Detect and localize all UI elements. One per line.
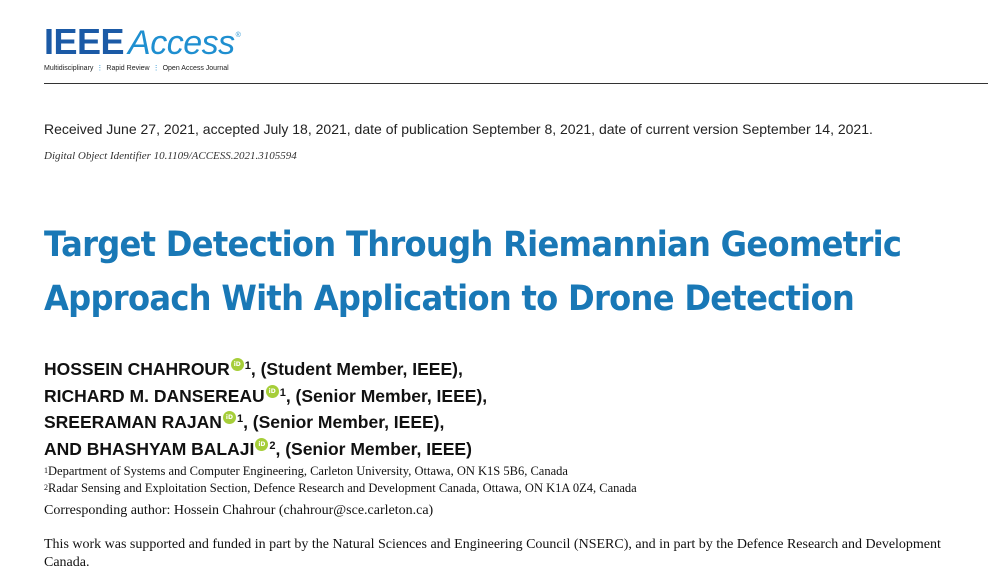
affiliation-number: 2 [44, 483, 48, 492]
author-name: HOSSEIN CHAHROUR [44, 359, 230, 379]
orcid-icon[interactable]: iD [223, 411, 236, 424]
affiliation-number: 1 [44, 466, 48, 475]
author-affiliation-number: 1 [244, 360, 251, 372]
author-name: RICHARD M. DANSEREAU [44, 385, 265, 406]
paper-title [44, 218, 900, 326]
affiliation-item [44, 463, 637, 480]
logo-ieee-text: IEEE [44, 21, 125, 62]
tagline-separator: ⋮ [96, 65, 104, 72]
affiliation-text: Department of Systems and Computer Engineering, Carleton University, Ottawa, ON K1S 5B6, Canada [48, 464, 568, 478]
author-entry [44, 383, 487, 410]
header-rule [44, 83, 988, 84]
orcid-icon[interactable]: iD [255, 438, 268, 451]
logo-trademark: ® [235, 32, 241, 39]
affiliation-text: Radar Sensing and Exploitation Section, Defence Research and Development Canada, Ottawa, ON K1A 0Z4, Canada [48, 481, 637, 495]
journal-tagline [44, 64, 229, 72]
author-membership: , (Student Member, IEEE), [250, 359, 463, 379]
affiliation-item [44, 480, 637, 497]
title-line-2: Approach With Application to Drone Detection [44, 279, 855, 319]
tagline-multidisciplinary: Multidisciplinary [44, 65, 94, 72]
logo-access-text: Access [128, 24, 235, 62]
journal-logo [44, 22, 241, 62]
author-affiliation-number: 1 [279, 386, 286, 399]
tagline-open-access: Open Access Journal [162, 65, 229, 72]
author-entry [44, 356, 487, 383]
orcid-icon[interactable]: iD [266, 385, 279, 398]
title-line-1: Target Detection Through Riemannian Geometric [44, 225, 902, 265]
author-affiliation-number: 1 [236, 413, 244, 425]
author-name: AND BHASHYAM BALAJI [44, 438, 255, 459]
tagline-rapid-review: Rapid Review [106, 65, 150, 72]
author-membership: , (Senior Member, IEEE), [243, 412, 445, 432]
tagline-separator: ⋮ [152, 65, 160, 72]
author-membership: , (Senior Member, IEEE), [285, 385, 488, 406]
orcid-icon[interactable]: iD [231, 358, 244, 371]
author-list [44, 356, 487, 462]
funding-statement: This work was supported and funded in part by the Natural Sciences and Engineering Council (NSERC), and in part by the Defence Research and Development Canada. [44, 537, 941, 570]
affiliations [44, 463, 637, 497]
author-entry [44, 436, 487, 463]
corresponding-author: Corresponding author: Hossein Chahrour (chahrour@sce.carleton.ca) [44, 503, 434, 518]
author-entry [44, 409, 487, 436]
author-name: SREERAMAN RAJAN [44, 412, 222, 432]
doi-identifier[interactable]: Digital Object Identifier 10.1109/ACCESS.2021.3105594 [44, 150, 297, 162]
author-membership: , (Senior Member, IEEE) [275, 438, 472, 459]
publication-dates: Received June 27, 2021, accepted July 18, 2021, date of publication September 8, 2021, date of current version September 14, 2021. [44, 121, 873, 137]
author-affiliation-number: 2 [269, 439, 276, 452]
